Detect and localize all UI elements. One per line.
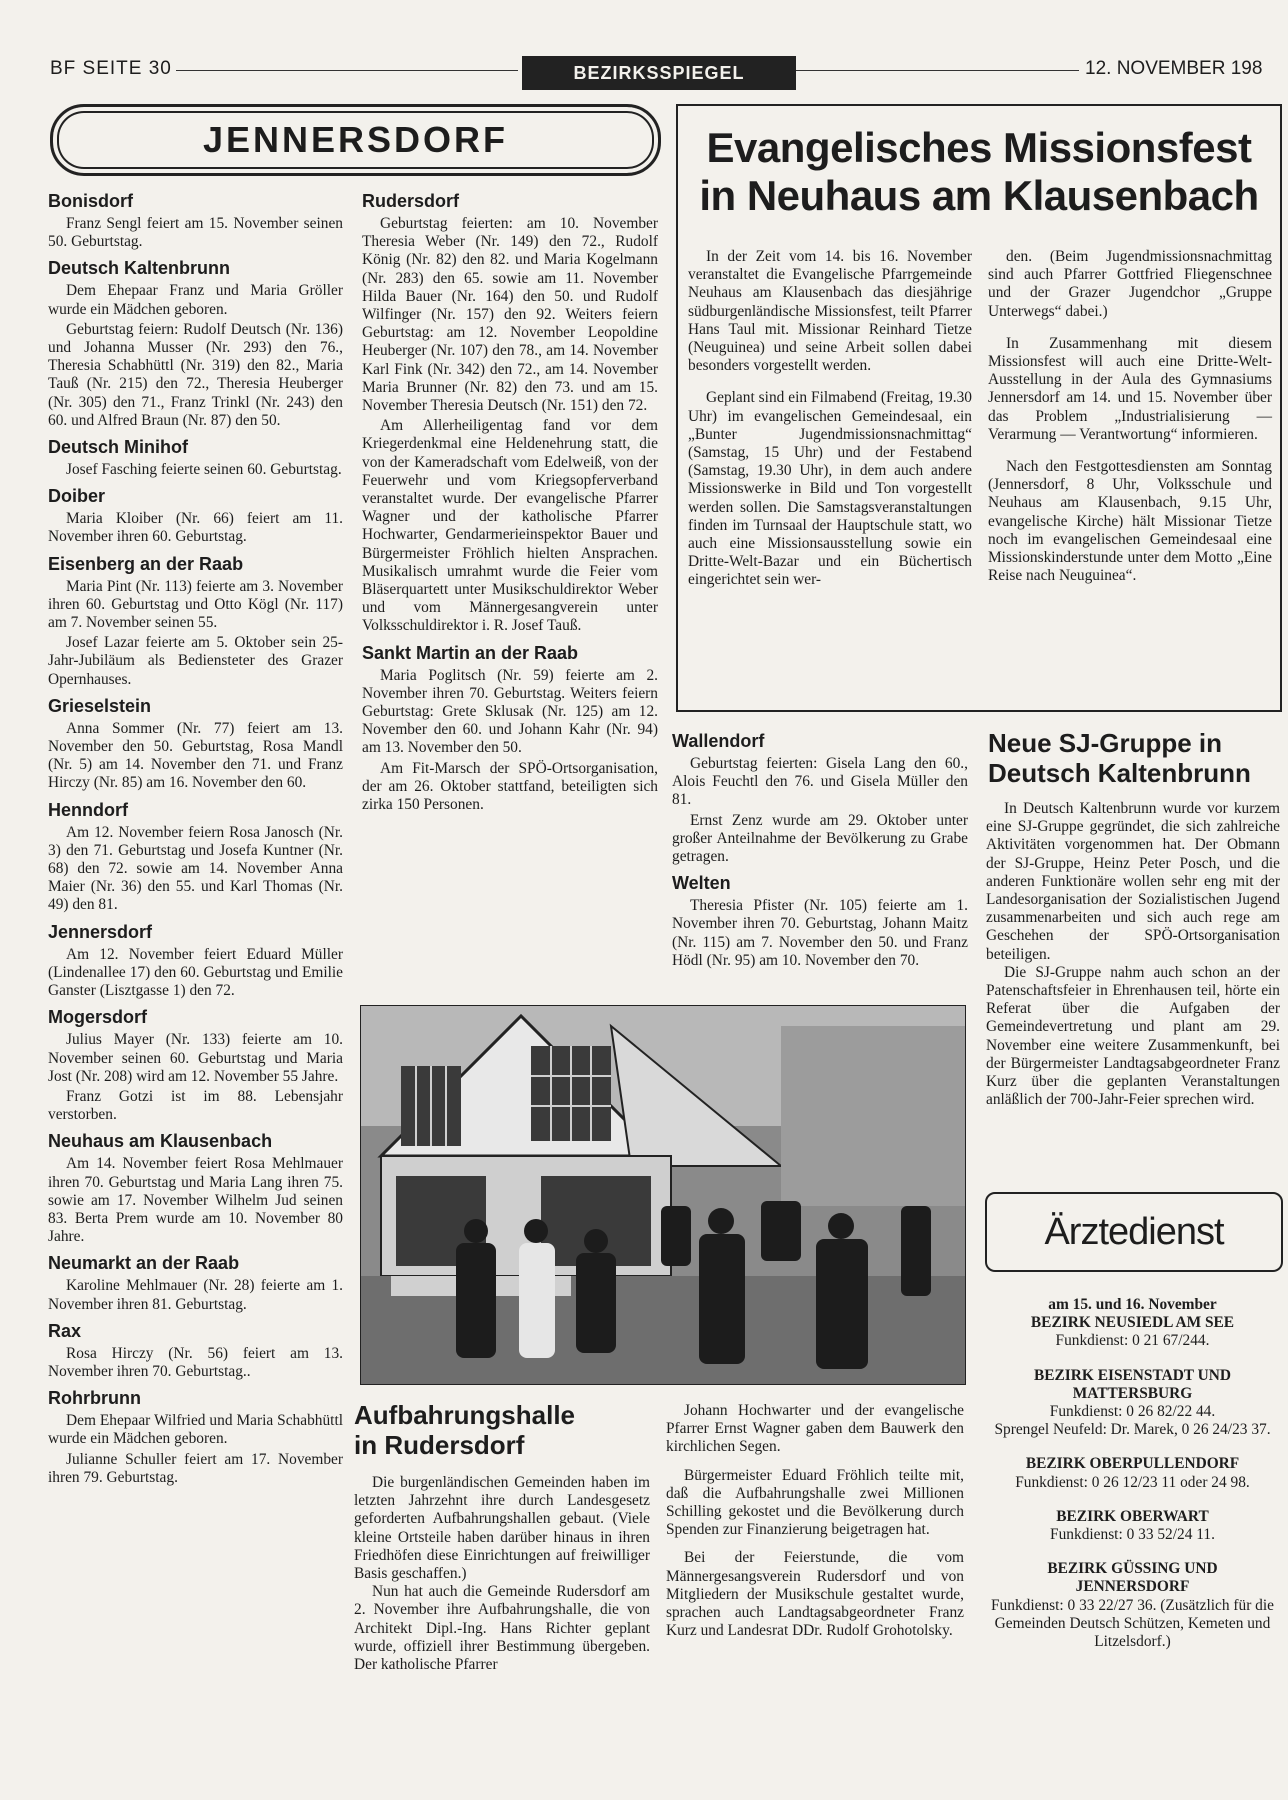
section-paragraph: Dem Ehepaar Franz und Maria Gröller wurde ein Mädchen geboren. (48, 282, 343, 318)
section-heading: Eisenberg an der Raab (48, 553, 244, 574)
article-paragraph: Johann Hochwarter und der evangelische Pfarrer Ernst Wagner gaben dem Bauwerk den kirchlichen Segen. (666, 1402, 964, 1456)
aerztedienst-line: BEZIRK NEUSIEDL AM SEE (1030, 1314, 1235, 1332)
header-rule-left (176, 70, 518, 71)
aufbahrung-title-line1: Aufbahrungshalle (354, 1400, 576, 1430)
section-paragraph: Am 14. November feiert Rosa Mehlmauer ihren 70. Geburtstag und Maria Lang ihren 75. sowie am 17. November Wilhelm Jud seinen 83. Berta Prem wurde am 10. November 80 Jahre. (48, 1155, 343, 1246)
aerztedienst-line: Sprengel Neufeld: Dr. Marek, 0 26 24/23 37. (994, 1421, 1271, 1439)
aerztedienst-line: BEZIRK OBERPULLENDORF (1025, 1455, 1240, 1473)
article-paragraph: Geplant sind ein Filmabend (Freitag, 19.30 Uhr) im evangelischen Gemeindesaal, ein „Bunter Jugendmissionsnachmittag“ (Samstag, 15 Uhr) und der Festabend (Samstag, 19.30 Uhr), in dem auch andere Missionswerke in Bild und Ton vorgestellt werden sollen. Die Samstagsveranstaltungen finden im Turnsaal der Hauptschule statt, wo auch eine Missionsausstellung sowie ein Dritte-Welt-Bazar und ein Büchertisch eingerichtet sein wer- (688, 389, 972, 589)
section-paragraph: Geburtstag feierten: am 10. November Theresia Weber (Nr. 149) den 72., Rudolf König (Nr. 82) den 82. und Maria Kogelmann (Nr. 283) den 65. sowie am 11. November Hilda Bauer (Nr. 164) den 50. und Rudolf Wilfinger (Nr. 157) den 92. Weiters feiern Geburtstag: am 12. November Leopoldine Heuberger (Nr. 107) den 78., am 14. November Karl Fink (Nr. 342) den 72., am 14. November Maria Brunner (Nr. 82) den 73. und am 15. November Theresia Deutsch (Nr. 151) den 72. (362, 215, 658, 415)
article-paragraph: Bei der Feierstunde, die vom Männergesangsverein Rudersdorf und von Mitgliedern der Musikschule gestaltet wurde, sprachen auch Landtagsabgeordneter Franz Kurz und Landesrat DDr. Rudolf Grohotolsky. (666, 1549, 964, 1640)
aufbahrung-title-line2: in Rudersdorf (354, 1430, 525, 1460)
article-paragraph: In der Zeit vom 14. bis 16. November veranstaltet die Evangelische Pfarrgemeinde Neuhaus am Klausenbach das diesjährige südburgenländische Missionsfest, teilt Pfarrer Hans Taul mit. Missionar Reinhard Tietze (Neuguinea) und seine Arbeit sollen dabei besonders vorgestellt werden. (688, 248, 972, 375)
section-heading: Welten (672, 873, 731, 894)
section-heading: Rax (48, 1320, 82, 1341)
aerztedienst-entry (990, 1560, 1275, 1651)
section-heading: Doiber (48, 486, 106, 507)
section-heading: Henndorf (48, 799, 128, 820)
section-heading: Rohrbrunn (48, 1388, 141, 1409)
article-paragraph: Die burgenländischen Gemeinden haben im letzten Jahrzehnt ihre durch Landesgesetz geforderten Aufbahrungshallen gebaut. (Viele kleine Ortsteile haben darüber hinaus in ihren Friedhöfen diese Einrichtungen auf freiwilliger Basis geschaffen.) (354, 1474, 650, 1583)
aerztedienst-entry (990, 1455, 1275, 1491)
section-heading: Neumarkt an der Raab (48, 1253, 240, 1274)
article-paragraph: In Deutsch Kaltenbrunn wurde vor kurzem eine SJ-Gruppe gegründet, die sich zahlreiche Aktivitäten vorgenommen hat. Der Obmann der SJ-Gruppe, Heinz Peter Posch, und die anderen Funktionäre wollen sehr eng mit der Landesorganisation der Sozialistischen Jugend zusammenarbeiten und sich auch rege am Geschehen der SPÖ-Ortsorganisation beteiligen. (986, 800, 1280, 963)
article-paragraph: In Zusammenhang mit diesem Missionsfest will auch eine Dritte-Welt-Ausstellung in der Aula des Gymnasiums Jennersdorf am 14. und 15. November über das Problem „Industrialisierung — Verarmung — Verantwortung“ informieren. (988, 334, 1272, 443)
page-label: BF SEITE 30 (50, 58, 172, 79)
missionsfest-text-left (688, 248, 972, 604)
article-paragraph: Bürgermeister Eduard Fröhlich teilte mit, daß die Aufbahrungshalle zwei Millionen Schilling gekostet und die Bevölkerung durch Spenden zur Finanzierung beigetragen hat. (666, 1466, 964, 1539)
aerztedienst-line: BEZIRK OBERWART (1056, 1507, 1209, 1525)
section-paragraph: Theresia Pfister (Nr. 105) feierte am 1. November ihren 70. Geburtstag, Johann Maitz (Nr. 115) am 7. November den 50. und Franz Hödl (Nr. 95) am 10. November den 70. (672, 897, 968, 969)
section-paragraph: Am Allerheiligentag fand vor dem Kriegerdenkmal eine Heldenehrung statt, die von der Kameradschaft vom Edelweiß, von der Feuerwehr und vom Kriegsopferverband veranstaltet wurde. Der evangelische Pfarrer Wagner und der katholische Pfarrer Hochwarter, Gendarmerieinspektor Bauer und Bürgermeister Fröhlich hielten Ansprachen. Musikalisch umrahmt wurde die Feier vom Bläserquartett unter Musikschuldirektor Weber und vom Männergesangverein unter Volksschuldirektor i. R. Josef Tauß. (362, 417, 658, 635)
section-heading: Mogersdorf (48, 1007, 147, 1028)
issue-date: 12. NOVEMBER 198 (1085, 58, 1263, 79)
sj-text (986, 800, 1280, 1109)
aerztedienst-line: Funkdienst: 0 26 12/23 11 oder 24 98. (1015, 1473, 1250, 1491)
article-paragraph: Nach den Festgottesdiensten am Sonntag (Jennersdorf, 8 Uhr, Volksschule und Neuhaus am Klausenbach, 9.15 Uhr, evangelische Kirche) hält Missionar Tietze noch im evangelischen Gemeindesaal eine Missionskinderstunde unter dem Motto „Eine Reise nach Neuguinea“. (988, 458, 1272, 585)
section-paragraph: Am 12. November feiern Rosa Janosch (Nr. 3) den 71. Geburtstag und Josefa Kuntner (Nr. 68) den 72. sowie am 14. November Anna Maier (Nr. 36) den 55. und Karl Thomas (Nr. 49) den 81. (48, 823, 343, 914)
section-paragraph: Dem Ehepaar Wilfried und Maria Schabhüttl wurde ein Mädchen geboren. (48, 1412, 343, 1448)
section-paragraph: Am 12. November feiert Eduard Müller (Lindenallee 17) den 60. Geburtstag und Emilie Ganster (Lisztgasse 1) den 72. (48, 945, 343, 1000)
jennersdorf-title: JENNERSDORF (202, 119, 509, 160)
sj-title-line1: Neue SJ-Gruppe in (988, 728, 1223, 758)
jennersdorf-column-3 (672, 724, 968, 972)
section-paragraph: Franz Sengl feiert am 15. November seinen 50. Geburtstag. (48, 215, 343, 251)
header-rule-right (796, 70, 1079, 71)
aerztedienst-line: Funkdienst: 0 33 52/24 11. (1050, 1526, 1215, 1544)
section-paragraph: Josef Lazar feierte am 5. Oktober sein 25-Jahr-Jubiläum als Bediensteter des Grazer Opernhauses. (48, 634, 343, 688)
section-heading: Deutsch Kaltenbrunn (48, 258, 231, 279)
funeral-hall-photo (360, 1005, 966, 1385)
section-paragraph: Rosa Hirczy (Nr. 56) feiert am 13. November ihren 70. Geburtstag.. (48, 1344, 343, 1380)
missionsfest-text-right (988, 248, 1272, 599)
section-paragraph: Anna Sommer (Nr. 77) feiert am 13. November den 50. Geburtstag, Rosa Mandl (Nr. 5) am 14. November den 71. und Franz Hirczy (Nr. 85) am 16. November den 60. (48, 719, 343, 792)
aufbahrung-text-right (666, 1402, 964, 1650)
section-paragraph: Ernst Zenz wurde am 29. Oktober unter großer Anteilnahme der Bevölkerung zu Grabe getragen. (672, 811, 968, 866)
aerztedienst-line: Funkdienst: 0 26 82/22 44. (1049, 1403, 1216, 1421)
jennersdorf-column-2 (362, 184, 658, 816)
funeral-hall-photo-image (361, 1006, 965, 1384)
section-paragraph: Maria Pint (Nr. 113) feierte am 3. November ihren 60. Geburtstag und Otto Kögl (Nr. 117) am 7. November seinen 55. (48, 577, 343, 632)
section-paragraph: Geburtstag feierten: Gisela Lang den 60., Alois Feuchtl den 76. und Gisela Müller den 81. (672, 755, 968, 809)
section-paragraph: Josef Fasching feierte seinen 60. Geburtstag. (66, 461, 342, 479)
section-paragraph: Maria Kloiber (Nr. 66) feiert am 11. November ihren 60. Geburtstag. (48, 510, 343, 546)
masthead: BEZIRKSSPIEGEL (522, 56, 796, 90)
aerztedienst-line: Funkdienst: 0 21 67/244. (1055, 1332, 1210, 1350)
section-heading: Rudersdorf (362, 191, 460, 211)
article-paragraph: Die SJ-Gruppe nahm auch schon an der Patenschaftsfeier in Ehrenhausen teil, hörte ein Referat über die Aufgaben der Gemeindevertretung und plant am 29. November eine weitere Zusammenkunft, bei der Bürgermeister Landtagsabgeordneter Franz Kurz über die geplanten Veranstaltungen anläßlich der 700-Jahr-Feier sprechen wird. (986, 963, 1280, 1109)
section-heading: Bonisdorf (48, 191, 133, 211)
aerztedienst-line: BEZIRK EISENSTADT UND (1033, 1366, 1231, 1384)
sj-title-line2: Deutsch Kaltenbrunn (988, 758, 1251, 788)
missionsfest-title-line1: Evangelisches Missionsfest (706, 124, 1252, 171)
aufbahrung-text-left (354, 1474, 650, 1674)
section-heading: Sankt Martin an der Raab (362, 642, 579, 663)
section-paragraph: Geburtstag feiern: Rudolf Deutsch (Nr. 136) und Johanna Musser (Nr. 293) den 76., Theresia Schabhüttl (Nr. 319) den 82., Maria Tauß (Nr. 215) den 72., Theresia Heuberger (Nr. 305) den 71., Franz Trinkl (Nr. 243) den 60. und Alfred Braun (Nr. 87) den 50. (48, 320, 343, 429)
aerztedienst-line: am 15. und 16. November (1048, 1296, 1217, 1313)
section-heading: Grieselstein (48, 695, 152, 716)
article-paragraph: den. (Beim Jugendmissionsnachmittag sind auch Pfarrer Gottfried Fliegenschnee und der Grazer Jugendchor „Gruppe Unterwegs“ dabei.) (988, 248, 1272, 320)
aerztedienst-line: Funkdienst: 0 33 22/27 36. (Zusätzlich für die Gemeinden Deutsch Schützen, Kemeten und Litzelsdorf.) (991, 1596, 1274, 1651)
section-paragraph: Franz Gotzi ist im 88. Lebensjahr verstorben. (48, 1087, 343, 1124)
aerztedienst-list (990, 1296, 1275, 1667)
section-heading: Jennersdorf (48, 921, 153, 942)
aufbahrung-title (354, 1400, 654, 1460)
section-paragraph: Julius Mayer (Nr. 133) feierte am 10. November seinen 60. Geburtstag und Maria Jost (Nr. 208) wird am 12. November 55 Jahre. (48, 1031, 343, 1085)
sj-title (988, 728, 1282, 788)
aerztedienst-line: JENNERSDORF (1075, 1578, 1190, 1596)
aerztedienst-line: MATTERSBURG (1072, 1384, 1193, 1402)
article-paragraph: Nun hat auch die Gemeinde Rudersdorf am 2. November ihre Aufbahrungshalle, die von Architekt Dipl.-Ing. Hans Richter geplant wurde, offiziell ihrer Bestimmung übergeben. Der katholische Pfarrer (354, 1583, 650, 1674)
section-paragraph: Maria Poglitsch (Nr. 59) feierte am 2. November ihren 70. Geburtstag. Weiters feiern Geburtstag: Grete Sklusak (Nr. 125) am 12. November den 60. und Johann Kahr (Nr. 94) am 13. November den 50. (362, 666, 658, 757)
aerztedienst-entry (990, 1367, 1275, 1440)
section-paragraph: Karoline Mehlmauer (Nr. 28) feierte am 1. November ihren 81. Geburtstag. (48, 1277, 343, 1313)
section-heading: Wallendorf (672, 731, 765, 751)
missionsfest-title-line2: in Neuhaus am Klausenbach (699, 172, 1259, 219)
section-paragraph: Am Fit-Marsch der SPÖ-Ortsorganisation, der am 26. Oktober stattfand, beteiligten sich zirka 150 Personen. (362, 759, 658, 814)
jennersdorf-column-1 (48, 184, 343, 1489)
aerztedienst-title: Ärztedienst (1044, 1211, 1224, 1253)
aerztedienst-entry (990, 1508, 1275, 1544)
missionsfest-box (676, 104, 1282, 712)
aerztedienst-box (985, 1192, 1283, 1272)
aerztedienst-entry (990, 1296, 1275, 1351)
section-heading: Deutsch Minihof (48, 437, 188, 458)
section-heading: Neuhaus am Klausenbach (48, 1131, 273, 1152)
jennersdorf-banner (50, 104, 661, 176)
aerztedienst-line: BEZIRK GÜSSING UND (1047, 1560, 1218, 1578)
section-paragraph: Julianne Schuller feiert am 17. November ihren 79. Geburtstag. (48, 1450, 343, 1486)
